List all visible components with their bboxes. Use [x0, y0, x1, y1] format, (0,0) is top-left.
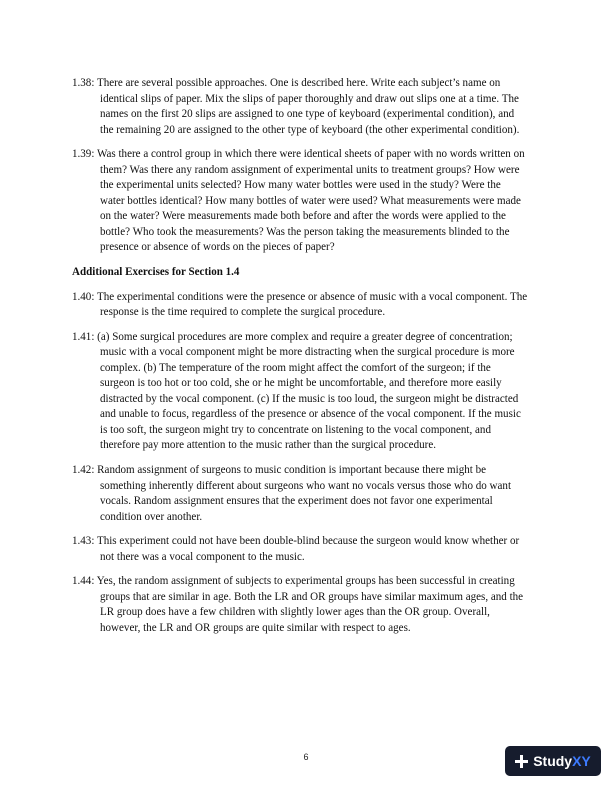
- brand-name: [533, 753, 591, 769]
- exercise-number: 1.44:: [72, 575, 95, 588]
- exercise-answer-1-38: [72, 76, 528, 138]
- exercise-text: Yes, the random assignment of subjects to experimental groups has been successful in creating groups that are similar in age. Both the LR and OR groups have similar maximum ages, and the LR group does have a few children with slightly lower ages than the OR group. Overall, however, the LR and OR groups are quite similar with respect to ages.: [96, 575, 524, 634]
- exercise-number: 1.38:: [72, 77, 95, 89]
- exercise-answer-1-44: [72, 574, 528, 636]
- plus-icon: [515, 755, 528, 768]
- brand-name-xy: XY: [572, 753, 591, 769]
- exercise-text: There are several possible approaches. One is described here. Write each subject’s name on identical slips of paper. Mix the slips of paper thoroughly and draw out slips one at a time. The names on the first 20 slips are assigned to one type of keyboard (experimental condition), and the remaining 20 are assigned to the other type of keyboard (the other experimental condition).: [96, 77, 520, 136]
- exercise-answer-1-39: [72, 147, 528, 256]
- exercise-answer-1-40: [72, 290, 528, 321]
- exercise-number: 1.41:: [72, 330, 95, 343]
- exercise-number: 1.39:: [72, 148, 95, 161]
- exercise-number: 1.42:: [72, 464, 95, 477]
- studyxy-badge[interactable]: [505, 746, 601, 776]
- exercise-answer-1-43: [72, 534, 528, 565]
- brand-name-study: Study: [533, 753, 573, 769]
- document-body: [72, 76, 528, 646]
- exercise-text: Random assignment of surgeons to music condition is important because there might be something inherently different about surgeons who want no vocals versus those who do want vocals. Random assignment ensures that the experiment does not favor one experimental condition over another.: [97, 464, 512, 523]
- exercise-text: The experimental conditions were the presence or absence of music with a vocal component. The response is the time required to complete the surgical procedure.: [96, 290, 528, 319]
- page-number: 6: [303, 752, 309, 762]
- exercise-number: 1.40:: [72, 290, 95, 303]
- exercise-answer-1-42: [72, 463, 528, 525]
- exercise-text: This experiment could not have been double-blind because the surgeon would know whether or not there was a vocal component to the music.: [96, 535, 520, 563]
- exercise-text: (a) Some surgical procedures are more complex and require a greater degree of concentration; music with a vocal component might be more distracting when the surgical procedure is more complex. (b) The temperature of the room might affect the comfort of the surgeon; if the surgeon is too hot or too cold, she or he might be uncomfortable, and therefore more easily distracted by the vocal component. (c) If the music is too loud, the surgeon might be distracted and unable to focus, regardless of the presence or absence of the vocal component. If the music is too soft, the surgeon might try to concentrate on listening to the vocal component, and therefore pay more attention to the music rather than the surgical procedure.: [97, 330, 521, 452]
- exercise-number: 1.43:: [72, 535, 95, 548]
- exercise-answer-1-41: [72, 330, 528, 454]
- exercise-text: Was there a control group in which there were identical sheets of paper with no words written on them? Was there any random assignment of experimental units to treatment groups? How were the experimental units selected? How many water bottles were used in the study? Were the water bottles identical? How many bottles of water were used? What measurements were made on the water? Were measurements made both before and after the words were applied to the bottle? Who took the measurements? Was the person taking the measurements blinded to the presence or absence of words on the pieces of paper?: [96, 148, 525, 254]
- section-heading: Additional Exercises for Section 1.4: [72, 266, 240, 279]
